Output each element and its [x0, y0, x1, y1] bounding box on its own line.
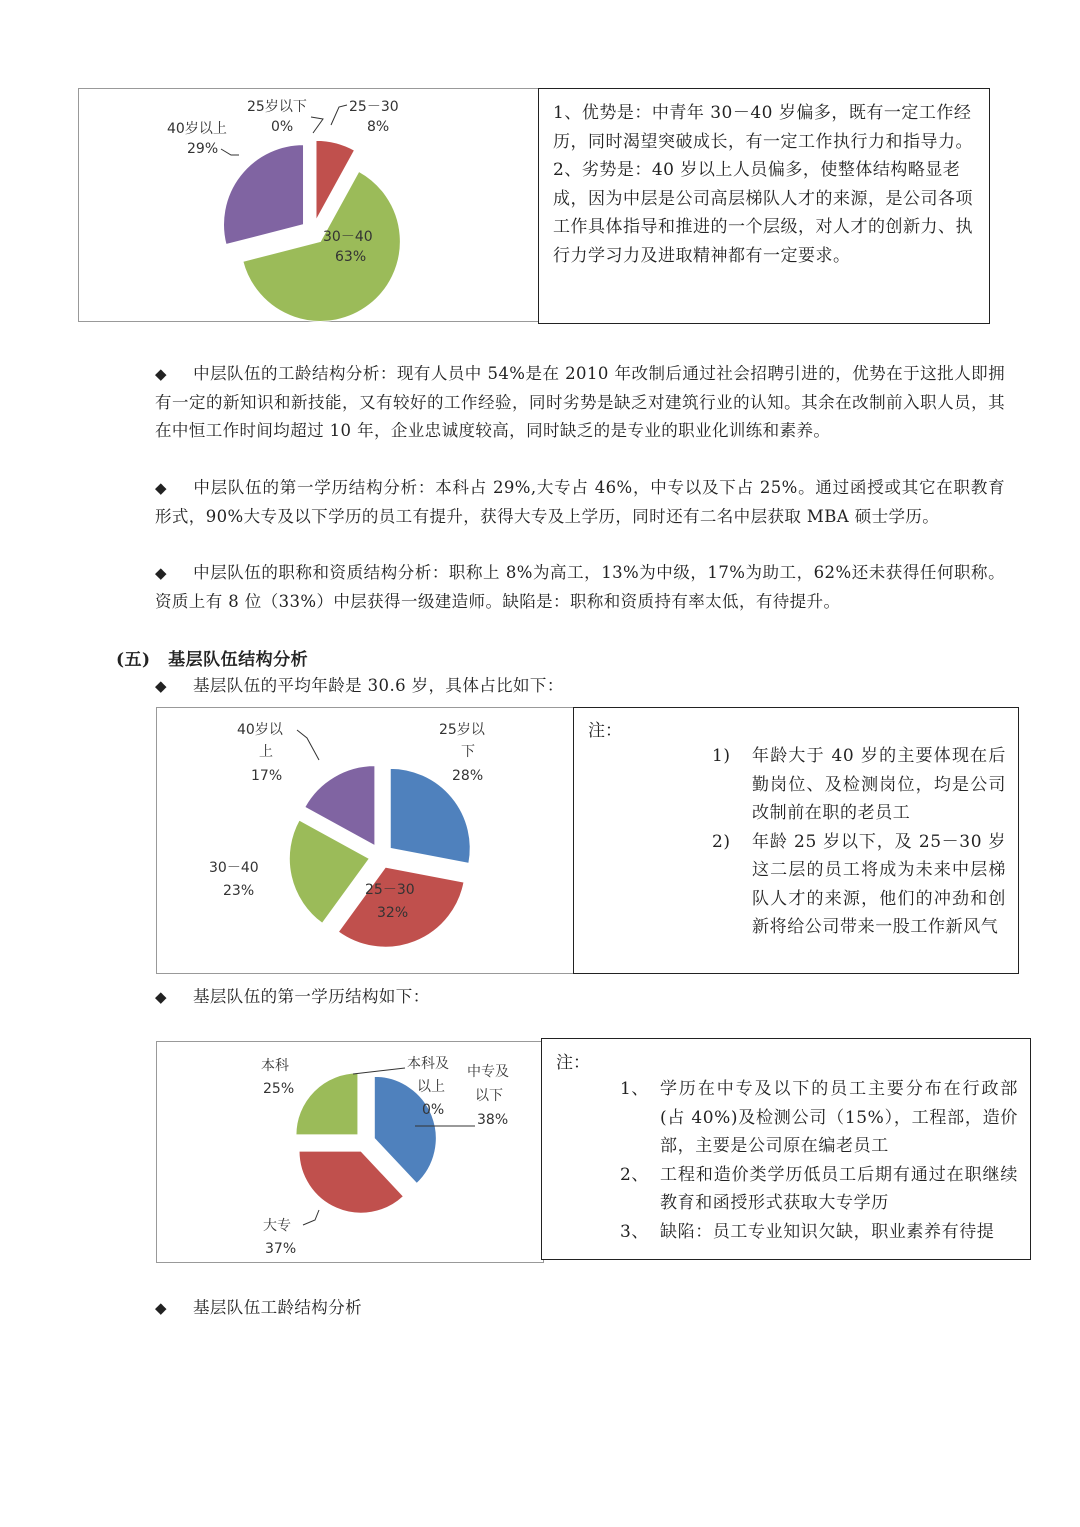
note3-text-2: 工程和造价类学历低员工后期有通过在职继续教育和函授形式获取大专学历 [660, 1164, 1018, 1213]
chart2-svg [157, 708, 577, 975]
chart3-pct-dz: 37% [265, 1241, 297, 1257]
chart3-frame [156, 1041, 544, 1263]
bullet-seniority-base [155, 1294, 362, 1322]
note2-text-1: 年龄大于 40 岁的主要体现在后勤岗位、及检测岗位，均是公司改制前在职的老员工 [752, 746, 1006, 823]
pie-slice-3-4 [296, 1073, 358, 1135]
diamond-bullet-icon: ◆ [155, 479, 167, 497]
note3-list [620, 1075, 1018, 1246]
chart1-pct-3040: 63% [335, 249, 367, 265]
chart3-leader-bky [353, 1068, 405, 1074]
note3-item-3 [620, 1218, 1018, 1247]
para-seniority [155, 360, 1005, 446]
chart2-label-40a: 40岁以 [237, 722, 283, 738]
note3-item-2 [620, 1161, 1018, 1218]
pie-slice-1-4 [224, 145, 304, 245]
chart3-label-bk: 本科 [261, 1058, 289, 1074]
chart2-pct-25: 28% [452, 768, 484, 784]
chart3-label-bky-b: 以上 [417, 1079, 445, 1095]
chart2-leader-40 [297, 730, 319, 760]
chart1-label-40plus: 40岁以上 [167, 121, 227, 137]
para-education-text: 中层队伍的第一学历结构分析：本科占 29%,大专占 46%，中专以及下占 25%。通过函授或其它在职教育形式，90%大专及以下学历的员工有提升，获得大专及上学历，同时还有二名中层获取 MBA 硕士学历。 [155, 478, 1005, 526]
note3-text-3: 缺陷：员工专业知识欠缺，职业素养有待提 [660, 1221, 995, 1242]
note2-item-2 [712, 828, 1006, 942]
note1-advantage: 1、优势是：中青年 30－40 岁偏多，既有一定工作经历，同时渴望突破成长，有一定工作执行力和指导力。 [553, 103, 973, 152]
chart1-pct-40plus: 29% [187, 141, 219, 157]
note2-num-2: 2) [712, 831, 731, 852]
diamond-bullet-icon: ◆ [155, 677, 167, 695]
chart1-pct-under25: 0% [271, 119, 294, 135]
chart2-note [573, 707, 1019, 974]
chart3-label-zz-a: 中专及 [467, 1064, 509, 1080]
chart1-svg [79, 89, 541, 323]
bullet-edu-base-text: 基层队伍的第一学历结构如下： [193, 987, 430, 1006]
chart3-label-bky-a: 本科及 [407, 1056, 449, 1072]
chart2-label-40b: 上 [259, 744, 273, 760]
chart1-leader-under25 [311, 117, 323, 133]
section5-heading: (五) 基层队伍结构分析 [116, 650, 309, 670]
para-seniority-text: 中层队伍的工龄结构分析：现有人员中 54%是在 2010 年改制后通过社会招聘引进的，优势在于这批人即拥有一定的新知识和新技能，又有较好的工作经验，同时劣势是缺乏对建筑行业的认知。其余在改制前入职人员，其在中恒工作时间均超过 10 年，企业忠诚度较高，同时缺乏的是专业的职业化训练和素养。 [155, 364, 1005, 440]
chart1-pct-2530: 8% [367, 119, 390, 135]
chart3-svg [157, 1042, 545, 1264]
chart3-note [541, 1038, 1031, 1260]
note2-num-1: 1) [712, 746, 731, 766]
note3-num-1: 1、 [620, 1079, 650, 1099]
diamond-bullet-icon: ◆ [155, 988, 167, 1006]
note3-num-3: 3、 [620, 1221, 650, 1242]
chart3-label-zz-b: 以下 [475, 1088, 503, 1104]
diamond-bullet-icon: ◆ [155, 1299, 167, 1317]
note2-item-1 [712, 742, 1006, 828]
chart1-label-2530: 25－30 [349, 99, 399, 115]
chart2-label-3040: 30－40 [209, 860, 259, 876]
chart1-frame [78, 88, 540, 322]
chart3-pct-zz: 38% [477, 1112, 509, 1128]
chart3-leader-dz [303, 1210, 319, 1225]
bullet-seniority-base-text: 基层队伍工龄结构分析 [193, 1298, 362, 1317]
chart3-pct-bk: 25% [263, 1081, 295, 1097]
chart1-label-3040: 30－40 [323, 229, 373, 245]
chart2-pct-40: 17% [251, 768, 283, 784]
chart1-leader-40plus [221, 149, 239, 155]
bullet-avg-age-text: 基层队伍的平均年龄是 30.6 岁，具体占比如下： [193, 676, 564, 695]
note3-item-1 [620, 1075, 1018, 1161]
para-education [155, 474, 1005, 531]
chart3-label-dz: 大专 [263, 1218, 291, 1234]
chart2-pct-2530: 32% [377, 905, 409, 921]
chart2-pct-3040: 23% [223, 883, 255, 899]
note3-text-1: 学历在中专及以下的员工主要分布在行政部(占 40%)及检测公司（15%），工程部，造价部，主要是公司原在编老员工 [660, 1079, 1018, 1156]
chart3-pct-bky: 0% [422, 1102, 445, 1118]
para-title [155, 559, 1005, 616]
diamond-bullet-icon: ◆ [155, 564, 167, 582]
note3-title: 注： [556, 1053, 590, 1073]
para-title-text: 中层队伍的职称和资质结构分析：职称上 8%为高工，13%为中级，17%为助工，62%还未获得任何职称。资质上有 8 位（33%）中层获得一级建造师。缺陷是：职称和资质持有率太低，有待提升。 [155, 563, 1005, 611]
note2-list [712, 742, 1006, 942]
chart2-label-25b: 下 [461, 744, 475, 760]
note2-text-2: 年龄 25 岁以下，及 25－30 岁这二层的员工将成为未来中层梯队人才的来源，他们的冲劲和创新将给公司带来一股工作新风气 [752, 831, 1006, 937]
chart1-leader-2530 [331, 105, 347, 125]
note3-num-2: 2、 [620, 1164, 650, 1185]
chart1-note [538, 88, 990, 324]
note1-disadvantage: 2、劣势是：40 岁以上人员偏多，使整体结构略显老成，因为中层是公司高层梯队人才的来源，是公司各项工作具体指导和推进的一个层级，对人才的创新力、执行力学习力及进取精神都有一定要求。 [553, 160, 973, 266]
diamond-bullet-icon: ◆ [155, 365, 167, 383]
chart2-label-2530: 25－30 [365, 882, 415, 898]
chart2-frame [156, 707, 576, 974]
chart2-label-25a: 25岁以 [439, 722, 485, 738]
chart1-label-under25: 25岁以下 [247, 99, 307, 115]
bullet-edu-base [155, 983, 430, 1011]
pie-slice-3-3 [299, 1151, 403, 1213]
note2-title: 注： [588, 721, 622, 741]
bullet-avg-age [155, 672, 564, 700]
